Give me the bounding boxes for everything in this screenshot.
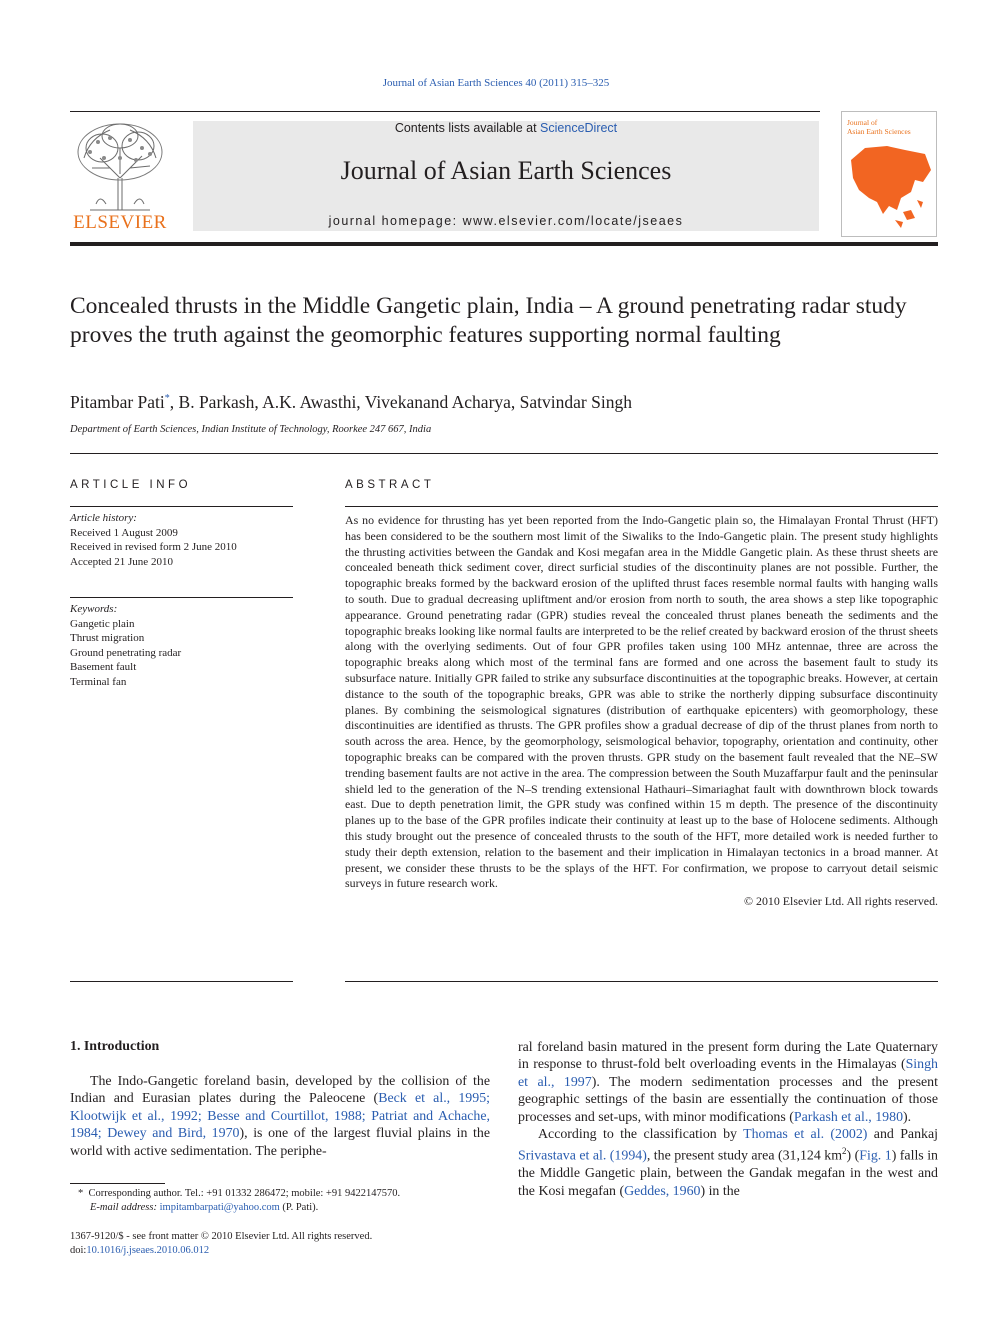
intro-p2-text-c: , the present study area (31,124 km bbox=[646, 1149, 843, 1165]
email-link[interactable]: impitambarpati@yahoo.com bbox=[159, 1201, 280, 1213]
figure-link[interactable]: Fig. 1 bbox=[859, 1149, 892, 1165]
issn-line: 1367-9120/$ - see front matter © 2010 Elsevier Ltd. All rights reserved. bbox=[70, 1231, 373, 1242]
superscript: 2 bbox=[842, 1146, 847, 1157]
footnote-rule bbox=[70, 1183, 165, 1184]
intro-continued bbox=[518, 1039, 938, 1126]
journal-cover-thumbnail[interactable] bbox=[841, 111, 937, 237]
keyword: Ground penetrating radar bbox=[70, 646, 182, 659]
intro-p2-text-e: ) falls in the Middle Gangetic plain, between the Gandak megafan in the west and the Kosi megafan ( bbox=[518, 1149, 938, 1199]
keyword: Terminal fan bbox=[70, 675, 127, 688]
author-list bbox=[70, 392, 938, 413]
issn-doi bbox=[70, 1230, 500, 1257]
copyright: © 2010 Elsevier Ltd. All rights reserved. bbox=[744, 894, 938, 909]
reference-link[interactable]: Geddes, 1960 bbox=[624, 1183, 701, 1199]
keywords-label: Keywords: bbox=[70, 603, 118, 615]
article-info-bottom-rule bbox=[70, 981, 293, 982]
intro-column-2 bbox=[518, 1039, 938, 1200]
intro-p1-text-a: The Indo-Gangetic foreland basin, developed by the collision of the Indian and Eurasian plates during the Paleocene ( bbox=[70, 1074, 490, 1107]
corresponding-author-mark[interactable]: * bbox=[164, 393, 170, 405]
elsevier-wordmark: ELSEVIER bbox=[73, 212, 167, 233]
cover-title bbox=[847, 118, 933, 136]
footnote-mark: * bbox=[78, 1188, 84, 1199]
cover-title-line1: Journal of bbox=[847, 118, 878, 127]
intro-heading: 1. Introduction bbox=[70, 1039, 160, 1054]
section-rule bbox=[70, 453, 938, 454]
intro-p1-text-b: ), is one of the largest fluvial plains in the world with active sedimentation. The periphe- bbox=[70, 1126, 491, 1159]
journal-citation[interactable]: Journal of Asian Earth Sciences 40 (2011) 315–325 bbox=[382, 77, 610, 89]
article-info-heading: ARTICLE INFO bbox=[70, 479, 192, 491]
abstract-rule bbox=[345, 506, 938, 507]
intro-p2-text-f: ) in the bbox=[700, 1183, 740, 1199]
reference-link[interactable]: Parkash et al., 1980 bbox=[793, 1109, 904, 1125]
abstract-text: As no evidence for thrusting has yet been reported from the Indo-Gangetic plain so, the Himalayan Frontal Thrust (HFT) has been considered to be the southern most limit of the Siwaliks to the Indo-Gangetic plain. The present study highlights the thrusting activities between the Gandak and Kosi megafan area in the Middle Gangetic plain. As these thrust sheets are concealed beneath thick sediment cover, direct surficial studies of the discontinuity planes are not possible. Further, the topographic breaks formed by the backward erosion of the uplifted thrust faces resemble normal faults with hanging walls to south. Due to gradual decreasing upliftment and/or erosion from north to south, the area shows a step like topographic appearance. Ground penetrating radar (GPR) studies reveal the concealed thrust planes beneath the sediments and the topographic breaks looking like normal faults are interpreted to be the relief created by backward erosion of the thrust sheets along with the overlying sediments. Out of four GPR profiles taken using 100 MHz antennae, three are across the topographic breaks along which most of the terminal fans are formed and one across the basement fault to study its subsurface nature. Initially GPR failed to strike any subsurface discontinuities at the topographic breaks. However, at certain distance to the south of the topographic breaks, GPR was able to strike the northerly dipping subsurface discontinuity planes. By combining the seismological signatures (distribution of earthquake epicenters) with geomorphology, these discontinuities are identified as thrusts. The GPR profiles show a gradual decrease of dip of the thrust planes from north to south across the area. Hence, by the geomorphology, seismological behavior, topography, orientation and continuity, other topographic breaks can be compared with the proven thrusts. GPR study on the basement fault revealed that the NE–SW trending basement faults are not active in the area. The compression between the South Muzaffarpur fault and the peninsular shield led to the generation of the N–S trending extensional Hathauri–Simariaghat fault with downthrown block towards east. Due to depth penetration limit, the GPR study was confined within 15 m depth. The presence of the discontinuity planes up to the base of the GPR profiles indicate their continuity at least up to the base of Holocene sediments. Although this study brought out the presence of concealed thrusts to the south of the HFT, more detailed work is needed further to study their depth extension, relation to the basement and their implication in Himalayan tectonics in a broad manner. At present, we consider these thrusts to be the splays of the HFT. For confirmation, we propose to carryout detail seismic surveys in future research work. bbox=[345, 513, 938, 891]
email-suffix: (P. Pati). bbox=[279, 1201, 319, 1213]
contents-prefix: Contents lists available at bbox=[394, 121, 541, 135]
intro-paragraph-1 bbox=[70, 1073, 490, 1160]
cover-title-line2: Asian Earth Sciences bbox=[847, 127, 911, 136]
keyword: Basement fault bbox=[70, 661, 137, 673]
reference-link[interactable]: Beck et al., 1995; Klootwijk et al., 1992; Besse and Courtillot, 1988; Patriat and Achache, 1984; Dewey and Bird, 1970 bbox=[70, 1091, 490, 1142]
intro-c2-text-a: ral foreland basin matured in the present form during the Late Quaternary in response to thrust-fold belt overloading events in the Himalayas ( bbox=[518, 1040, 938, 1073]
history-revised: Received in revised form 2 June 2010 bbox=[70, 541, 237, 553]
reference-link[interactable]: Srivastava et al. (1994) bbox=[518, 1149, 647, 1165]
sciencedirect-link[interactable]: ScienceDirect bbox=[540, 121, 618, 135]
journal-name: Journal of Asian Earth Sciences bbox=[340, 156, 672, 185]
keywords bbox=[70, 602, 293, 689]
doi-link[interactable]: 10.1016/j.jseaes.2010.06.012 bbox=[86, 1244, 210, 1256]
article-title: Concealed thrusts in the Middle Gangetic plain, India – A ground penetrating radar study proves the truth against the geomorphic features supporting normal faulting bbox=[70, 293, 907, 348]
footnote-corresponding bbox=[78, 1187, 498, 1214]
intro-p2-text-b: and Pankaj bbox=[867, 1127, 938, 1143]
journal-homepage[interactable]: journal homepage: www.elsevier.com/locate/jseaes bbox=[328, 214, 684, 228]
doi-label: doi: bbox=[70, 1244, 87, 1256]
history-received: Received 1 August 2009 bbox=[70, 526, 178, 539]
keyword: Thrust migration bbox=[70, 632, 145, 644]
intro-paragraph-2 bbox=[518, 1126, 938, 1200]
affiliation: Department of Earth Sciences, Indian Institute of Technology, Roorkee 247 667, India bbox=[70, 424, 432, 435]
reference-link[interactable]: Singh et al., 1997 bbox=[518, 1057, 938, 1090]
intro-p2-text-d: ) ( bbox=[846, 1149, 860, 1165]
contents-available bbox=[193, 121, 819, 135]
article-history bbox=[70, 511, 293, 569]
intro-c2-text-b: ). The modern sedimentation processes and the present geographic settings of the basin are essentially the continuation of those processes and set-ups, with minor modifications ( bbox=[518, 1074, 938, 1125]
author-first: Pitambar Pati bbox=[70, 392, 165, 412]
abstract-body bbox=[345, 513, 938, 910]
article-info-rule bbox=[70, 506, 293, 507]
abstract-heading: ABSTRACT bbox=[345, 479, 435, 491]
keyword: Gangetic plain bbox=[70, 617, 135, 630]
authors-rest: , B. Parkash, A.K. Awasthi, Vivekanand Acharya, Satvindar Singh bbox=[169, 392, 632, 412]
email-label: E-mail address: bbox=[90, 1201, 157, 1213]
history-accepted: Accepted 21 June 2010 bbox=[70, 555, 173, 568]
intro-c2-text-c: ). bbox=[903, 1109, 912, 1125]
elsevier-logo[interactable] bbox=[70, 118, 170, 234]
keywords-rule bbox=[70, 597, 293, 598]
footnote-contact: Corresponding author. Tel.: +91 01332 286472; mobile: +91 9422147570. bbox=[88, 1188, 401, 1199]
reference-link[interactable]: Thomas et al. (2002) bbox=[743, 1127, 868, 1143]
asia-map-icon bbox=[845, 140, 933, 232]
header-rule bbox=[70, 111, 820, 112]
abstract-bottom-rule bbox=[345, 981, 938, 982]
intro-p2-text-a: According to the classification by bbox=[538, 1127, 744, 1143]
header-thick-rule bbox=[70, 242, 938, 246]
history-label: Article history: bbox=[70, 512, 137, 524]
